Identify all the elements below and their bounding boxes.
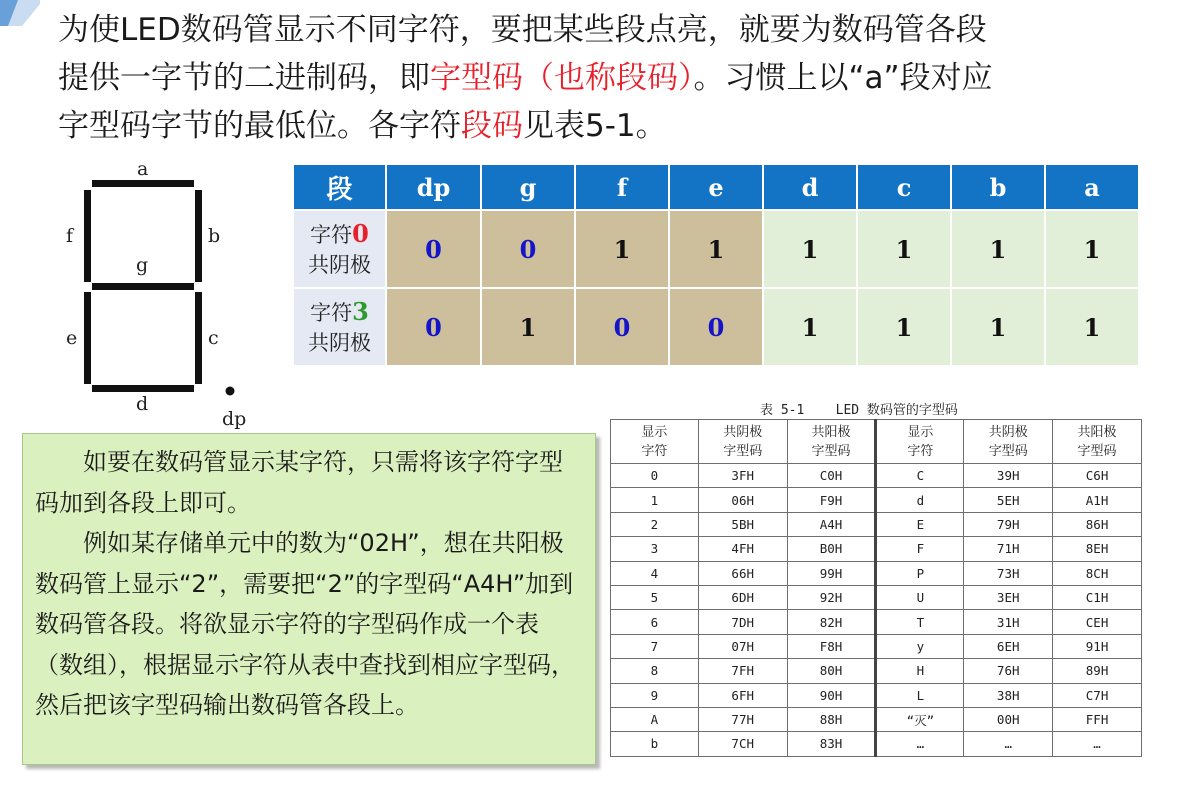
header-display-char: 显示 字符 <box>611 420 699 464</box>
header-common-cathode: 共阴极 字型码 <box>698 420 787 464</box>
intro-line-1: 为使LED数码管显示不同字符，要把某些段点亮，就要为数码管各段 <box>58 12 987 48</box>
cell-anode-code: 91H <box>1053 634 1142 658</box>
cell-anode-code: B0H <box>787 537 876 561</box>
cell-cathode-code: 3EH <box>964 585 1053 609</box>
label-a: a <box>137 160 149 180</box>
label-b: b <box>208 225 221 247</box>
cell-char: 6 <box>611 610 699 634</box>
cell-f: 0 <box>576 289 668 365</box>
table-row <box>611 659 1142 683</box>
cell-cathode-code: 6EH <box>964 634 1053 658</box>
intro-line-3-tail: 见表5-1。 <box>523 108 667 144</box>
cell-char: 0 <box>611 464 699 488</box>
header-c: c <box>858 165 950 209</box>
segment-a <box>92 180 194 187</box>
header-d: d <box>764 165 856 209</box>
corner-decoration <box>0 0 40 26</box>
cell-cathode-code: 7FH <box>698 659 787 683</box>
cell-char: 5 <box>611 585 699 609</box>
cell-char: P <box>876 561 964 585</box>
table-row <box>294 211 1138 287</box>
segment-f <box>84 190 91 282</box>
cell-anode-code: 8EH <box>1053 537 1142 561</box>
code-table-body <box>611 464 1142 757</box>
cell-anode-code: F9H <box>787 488 876 512</box>
row-label-prefix: 字符 <box>310 300 353 325</box>
cell-anode-code: 8CH <box>1053 561 1142 585</box>
cell-char: b <box>611 732 699 756</box>
table-row <box>611 512 1142 536</box>
intro-line-2-tail: 。习惯上以“a”段对应 <box>693 60 993 96</box>
cell-cathode-code: 76H <box>964 659 1053 683</box>
cell-b: 1 <box>952 211 1044 287</box>
cell-char: L <box>876 683 964 707</box>
cell-anode-code: … <box>1053 732 1142 756</box>
segment-c <box>195 292 202 384</box>
cell-anode-code: 80H <box>787 659 876 683</box>
cell-char: 7 <box>611 634 699 658</box>
table-row <box>611 537 1142 561</box>
header-common-anode: 共阳极 字型码 <box>1053 420 1142 464</box>
cell-anode-code: 88H <box>787 707 876 731</box>
header-common-anode: 共阳极 字型码 <box>787 420 876 464</box>
cell-char: 1 <box>611 488 699 512</box>
cell-a: 1 <box>1046 289 1138 365</box>
cell-anode-code: C7H <box>1053 683 1142 707</box>
label-f: f <box>66 225 74 247</box>
cell-cathode-code: 07H <box>698 634 787 658</box>
cell-g: 0 <box>482 211 574 287</box>
cell-cathode-code: 38H <box>964 683 1053 707</box>
table-row <box>294 289 1138 365</box>
row-label-digit: 0 <box>352 218 369 248</box>
cell-char: A <box>611 707 699 731</box>
segment-table-header <box>294 165 1138 209</box>
header-b: b <box>952 165 1044 209</box>
cell-anode-code: 92H <box>787 585 876 609</box>
header-common-cathode: 共阴极 字型码 <box>964 420 1053 464</box>
table-row <box>611 732 1142 756</box>
table-row <box>611 561 1142 585</box>
table-row <box>611 488 1142 512</box>
cell-char: U <box>876 585 964 609</box>
cell-cathode-code: 6DH <box>698 585 787 609</box>
table-row <box>611 683 1142 707</box>
cell-char: “灭” <box>876 707 964 731</box>
intro-highlight-duanma: 段码 <box>461 108 523 144</box>
cell-f: 1 <box>576 211 668 287</box>
cell-e: 1 <box>670 211 762 287</box>
cell-anode-code: 89H <box>1053 659 1142 683</box>
cell-cathode-code: 39H <box>964 464 1053 488</box>
header-g: g <box>482 165 574 209</box>
cell-cathode-code: 66H <box>698 561 787 585</box>
table-row <box>611 464 1142 488</box>
header-e: e <box>670 165 762 209</box>
row-label-type: 共阴极 <box>308 330 371 355</box>
intro-highlight-zixingma: 字型码（也称段码） <box>430 60 694 96</box>
cell-cathode-code: 79H <box>964 512 1053 536</box>
cell-anode-code: C1H <box>1053 585 1142 609</box>
cell-anode-code: 86H <box>1053 512 1142 536</box>
cell-b: 1 <box>952 289 1044 365</box>
cell-char: 9 <box>611 683 699 707</box>
cell-anode-code: 83H <box>787 732 876 756</box>
intro-line-3 <box>58 102 1168 150</box>
segment-dp <box>226 387 235 396</box>
segment-e <box>84 292 91 384</box>
intro-line-3-text: 字型码字节的最低位。各字符 <box>58 108 461 144</box>
cell-anode-code: CEH <box>1053 610 1142 634</box>
segment-code-table <box>292 163 1140 367</box>
row-label-digit: 3 <box>352 296 369 326</box>
row-label-type: 共阴极 <box>308 252 371 277</box>
intro-line-2 <box>58 54 1168 102</box>
cell-char: E <box>876 512 964 536</box>
note-paragraph-1: 如要在数码管显示某字符，只需将该字符字型码加到各段上即可。 <box>35 448 563 517</box>
cell-cathode-code: 3FH <box>698 464 787 488</box>
cell-d: 1 <box>764 289 856 365</box>
cell-a: 1 <box>1046 211 1138 287</box>
cell-cathode-code: 77H <box>698 707 787 731</box>
table-row <box>611 585 1142 609</box>
cell-g: 1 <box>482 289 574 365</box>
cell-anode-code: A1H <box>1053 488 1142 512</box>
table-row <box>611 634 1142 658</box>
cell-char: C <box>876 464 964 488</box>
cell-anode-code: C0H <box>787 464 876 488</box>
explanation-note <box>22 433 596 765</box>
note-paragraph-2: 例如某存储单元中的数为“02H”，想在共阳极数码管上显示“2”，需要把“2”的字型码“A4H”加到数码管各段。将欲显示字符的字型码作成一个表（数组），根据显示字符从表中查找到相应字型码，然后把该字型码输出数码管各段上。 <box>35 529 575 719</box>
cell-cathode-code: 7CH <box>698 732 787 756</box>
label-d: d <box>136 393 149 415</box>
header-segment: 段 <box>294 165 385 209</box>
header-f: f <box>576 165 668 209</box>
cell-dp: 0 <box>387 211 480 287</box>
cell-anode-code: FFH <box>1053 707 1142 731</box>
intro-line-2-text: 提供一字节的二进制码，即 <box>58 60 430 96</box>
cell-e: 0 <box>670 289 762 365</box>
cell-anode-code: A4H <box>787 512 876 536</box>
header-dp: dp <box>387 165 480 209</box>
cell-cathode-code: 5BH <box>698 512 787 536</box>
cell-cathode-code: 71H <box>964 537 1053 561</box>
cell-c: 1 <box>858 289 950 365</box>
cell-cathode-code: 06H <box>698 488 787 512</box>
label-g: g <box>136 254 149 276</box>
cell-anode-code: F8H <box>787 634 876 658</box>
cell-char: y <box>876 634 964 658</box>
table-row <box>611 707 1142 731</box>
cell-char: T <box>876 610 964 634</box>
label-dp: dp <box>222 408 247 430</box>
row-label <box>294 289 385 365</box>
code-table-caption: 表 5-1 LED 数码管的字型码 <box>760 403 958 418</box>
cell-char: d <box>876 488 964 512</box>
cell-cathode-code: 5EH <box>964 488 1053 512</box>
cell-char: 8 <box>611 659 699 683</box>
cell-cathode-code: … <box>964 732 1053 756</box>
header-display-char: 显示 字符 <box>876 420 964 464</box>
cell-char: F <box>876 537 964 561</box>
cell-anode-code: 82H <box>787 610 876 634</box>
cell-char: 3 <box>611 537 699 561</box>
segment-d <box>92 385 194 392</box>
row-label-prefix: 字符 <box>310 222 353 247</box>
label-c: c <box>208 327 219 349</box>
cell-cathode-code: 00H <box>964 707 1053 731</box>
cell-char: H <box>876 659 964 683</box>
segment-b <box>195 190 202 282</box>
cell-char: 2 <box>611 512 699 536</box>
row-label <box>294 211 385 287</box>
cell-cathode-code: 73H <box>964 561 1053 585</box>
seven-segment-diagram <box>50 160 270 440</box>
cell-c: 1 <box>858 211 950 287</box>
cell-dp: 0 <box>387 289 480 365</box>
segment-g <box>92 283 194 290</box>
cell-cathode-code: 4FH <box>698 537 787 561</box>
cell-anode-code: 99H <box>787 561 876 585</box>
cell-d: 1 <box>764 211 856 287</box>
cell-anode-code: C6H <box>1053 464 1142 488</box>
header-a: a <box>1046 165 1138 209</box>
code-table-header <box>611 420 1142 464</box>
intro-paragraph <box>58 6 1168 150</box>
cell-anode-code: 90H <box>787 683 876 707</box>
cell-char: … <box>876 732 964 756</box>
cell-cathode-code: 7DH <box>698 610 787 634</box>
table-row <box>611 610 1142 634</box>
label-e: e <box>66 327 78 349</box>
led-code-table <box>610 419 1142 757</box>
cell-cathode-code: 6FH <box>698 683 787 707</box>
cell-cathode-code: 31H <box>964 610 1053 634</box>
cell-char: 4 <box>611 561 699 585</box>
